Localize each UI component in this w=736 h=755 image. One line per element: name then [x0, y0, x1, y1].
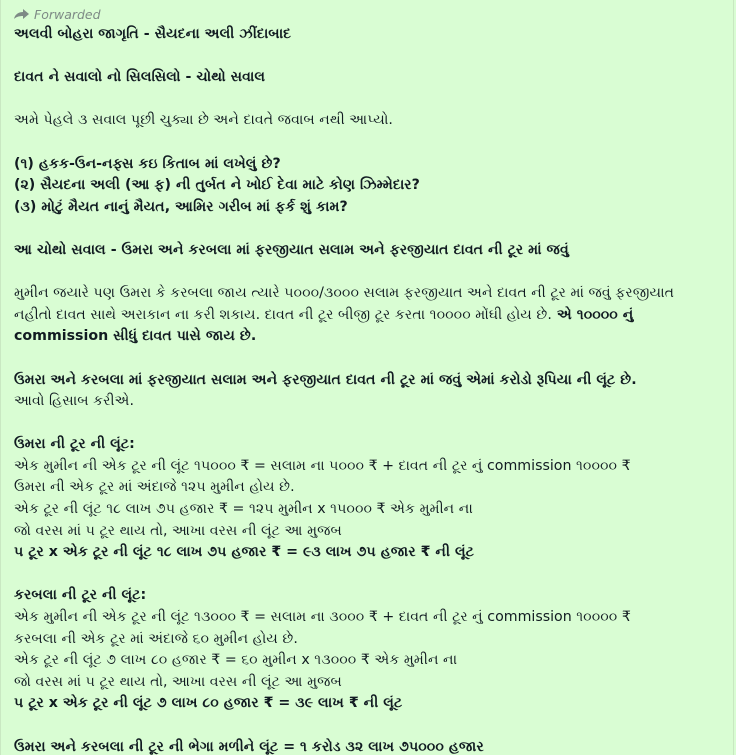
- para1-line-1: મુમીન જયારે પણ ઉમરા કે કરબલા જાય ત્યારે ૫૦૦૦/૩૦૦૦ સલામ ફરજીયાત અને દાવત ની ટૂર માં જવું ફરજીયાત: [14, 285, 675, 302]
- para1-bold-b: commission સીધું દાવત પાસે જાય છે.: [14, 328, 257, 345]
- forwarded-label: [13, 4, 721, 24]
- umra-line: એક મુમીન ની એક ટૂર ની લૂંટ ૧૫૦૦૦ ₹ = સલામ ના ૫૦૦૦ ₹ + દાવત ની ટૂર નું commission ૧૦૦૦૦ ₹: [14, 457, 631, 474]
- question-2: (૨) સૈયદના અલી (આ ફ) ની તુર્બત ને ખોઈ દેવા માટે કોણ ઝિમ્મેદાર?: [14, 177, 420, 194]
- karbala-line: જો વરસ માં ૫ ટૂર થાય તો, આખા વરસ ની લૂંટ આ મુજબ: [14, 673, 342, 690]
- question-3: (૩) મોટું મૈયત નાનું મૈયત, આમિર ગરીબ માં ફર્ક શું કામ?: [14, 198, 348, 215]
- message-title: અલવી બોહરા જાગૃતિ - સૈયદના અલી ઝીંદાબાદ: [14, 26, 292, 42]
- message-subtitle: દાવત ને સવાલો નો સિલસિલો - ચોથો સવાલ: [14, 69, 266, 86]
- para1-line-2: [14, 305, 721, 327]
- forwarded-text: Forwarded: [34, 6, 101, 22]
- scrollbar[interactable]: [726, 0, 732, 755]
- question-1: (૧) હકક-ઉન-નફ્સ કઇ કિતાબ માં લખેલું છે?: [14, 155, 281, 172]
- forward-icon: [13, 8, 30, 21]
- intro-line: અમે પેહલે ૩ સવાલ પૂછી ચુક્યા છે અને દાવતે જવાબ નથી આપ્યો.: [14, 112, 393, 129]
- umra-heading: ઉમરા ની ટૂર ની લૂંટ:: [14, 436, 135, 453]
- karbala-line: એક ટૂર ની લૂંટ ૭ લાખ ૮૦ હજાર ₹ = ૬૦ મુમીન x ૧૩૦૦૦ ₹ એક મુમીન ના: [14, 652, 458, 669]
- para2-bold: ઉમરા અને કરબલા માં ફરજીયાત સલામ અને ફરજીયાત દાવત ની ટૂર માં જવું એમાં કરોડો રૂપિયા ની લૂંટ છે.: [14, 371, 637, 388]
- grand-total: ઉમરા અને કરબલા ની ટૂર ની ભેગા મળીને લૂંટ = ૧ કરોડ ૩૨ લાખ ૭૫૦૦૦ હજાર: [14, 738, 484, 755]
- umra-total: ૫ ટૂર x એક ટૂર ની લૂંટ ૧૮ લાખ ૭૫ હજાર ₹ = ૯૩ લાખ ૭૫ હજાર ₹ ની લૂંટ: [14, 544, 474, 561]
- karbala-total: ૫ ટૂર x એક ટૂર ની લૂંટ ૭ લાખ ૮૦ હજાર ₹ = ૩૯ લાખ ₹ ની લૂંટ: [14, 695, 403, 712]
- para1-bold-a: એ ૧૦૦૦૦ નું: [551, 306, 634, 323]
- karbala-line: એક મુમીન ની એક ટૂર ની લૂંટ ૧૩૦૦૦ ₹ = સલામ ના ૩૦૦૦ ₹ + દાવત ની ટૂર નું commission ૧૦૦૦૦ ₹: [14, 609, 631, 626]
- para2-line: આવો હિસાબ કરીએ.: [14, 393, 134, 410]
- umra-line: ઉમરા ની એક ટૂર માં અંદાજે ૧૨૫ મુમીન હોય છે.: [14, 479, 295, 496]
- karbala-line: કરબલા ની એક ટૂર માં અંદાજે ૬૦ મુમીન હોય છે.: [14, 630, 298, 647]
- umra-line: એક ટૂર ની લૂંટ ૧૮ લાખ ૭૫ હજાર ₹ = ૧૨૫ મુમીન x ૧૫૦૦૦ ₹ એક મુમીન ના: [14, 501, 473, 518]
- message-text: [14, 24, 721, 755]
- karbala-heading: કરબલા ની ટૂર ની લૂંટ:: [14, 587, 147, 604]
- para1-line-2-text: નહીતો દાવત સાથે અરાકાન ના કરી શકાય. દાવત ની ટૂર બીજી ટૂર કરતા ૧૦૦૦૦ મોંઘી હોય છે.: [14, 306, 552, 323]
- fourth-question: આ ચોથો સવાલ - ઉમરા અને કરબલા માં ફરજીયાત સલામ અને ફરજીયાત દાવત ની ટૂર માં જવું: [14, 241, 569, 258]
- umra-line: જો વરસ માં ૫ ટૂર થાય તો, આખા વરસ ની લૂંટ આ મુજબ: [14, 522, 342, 539]
